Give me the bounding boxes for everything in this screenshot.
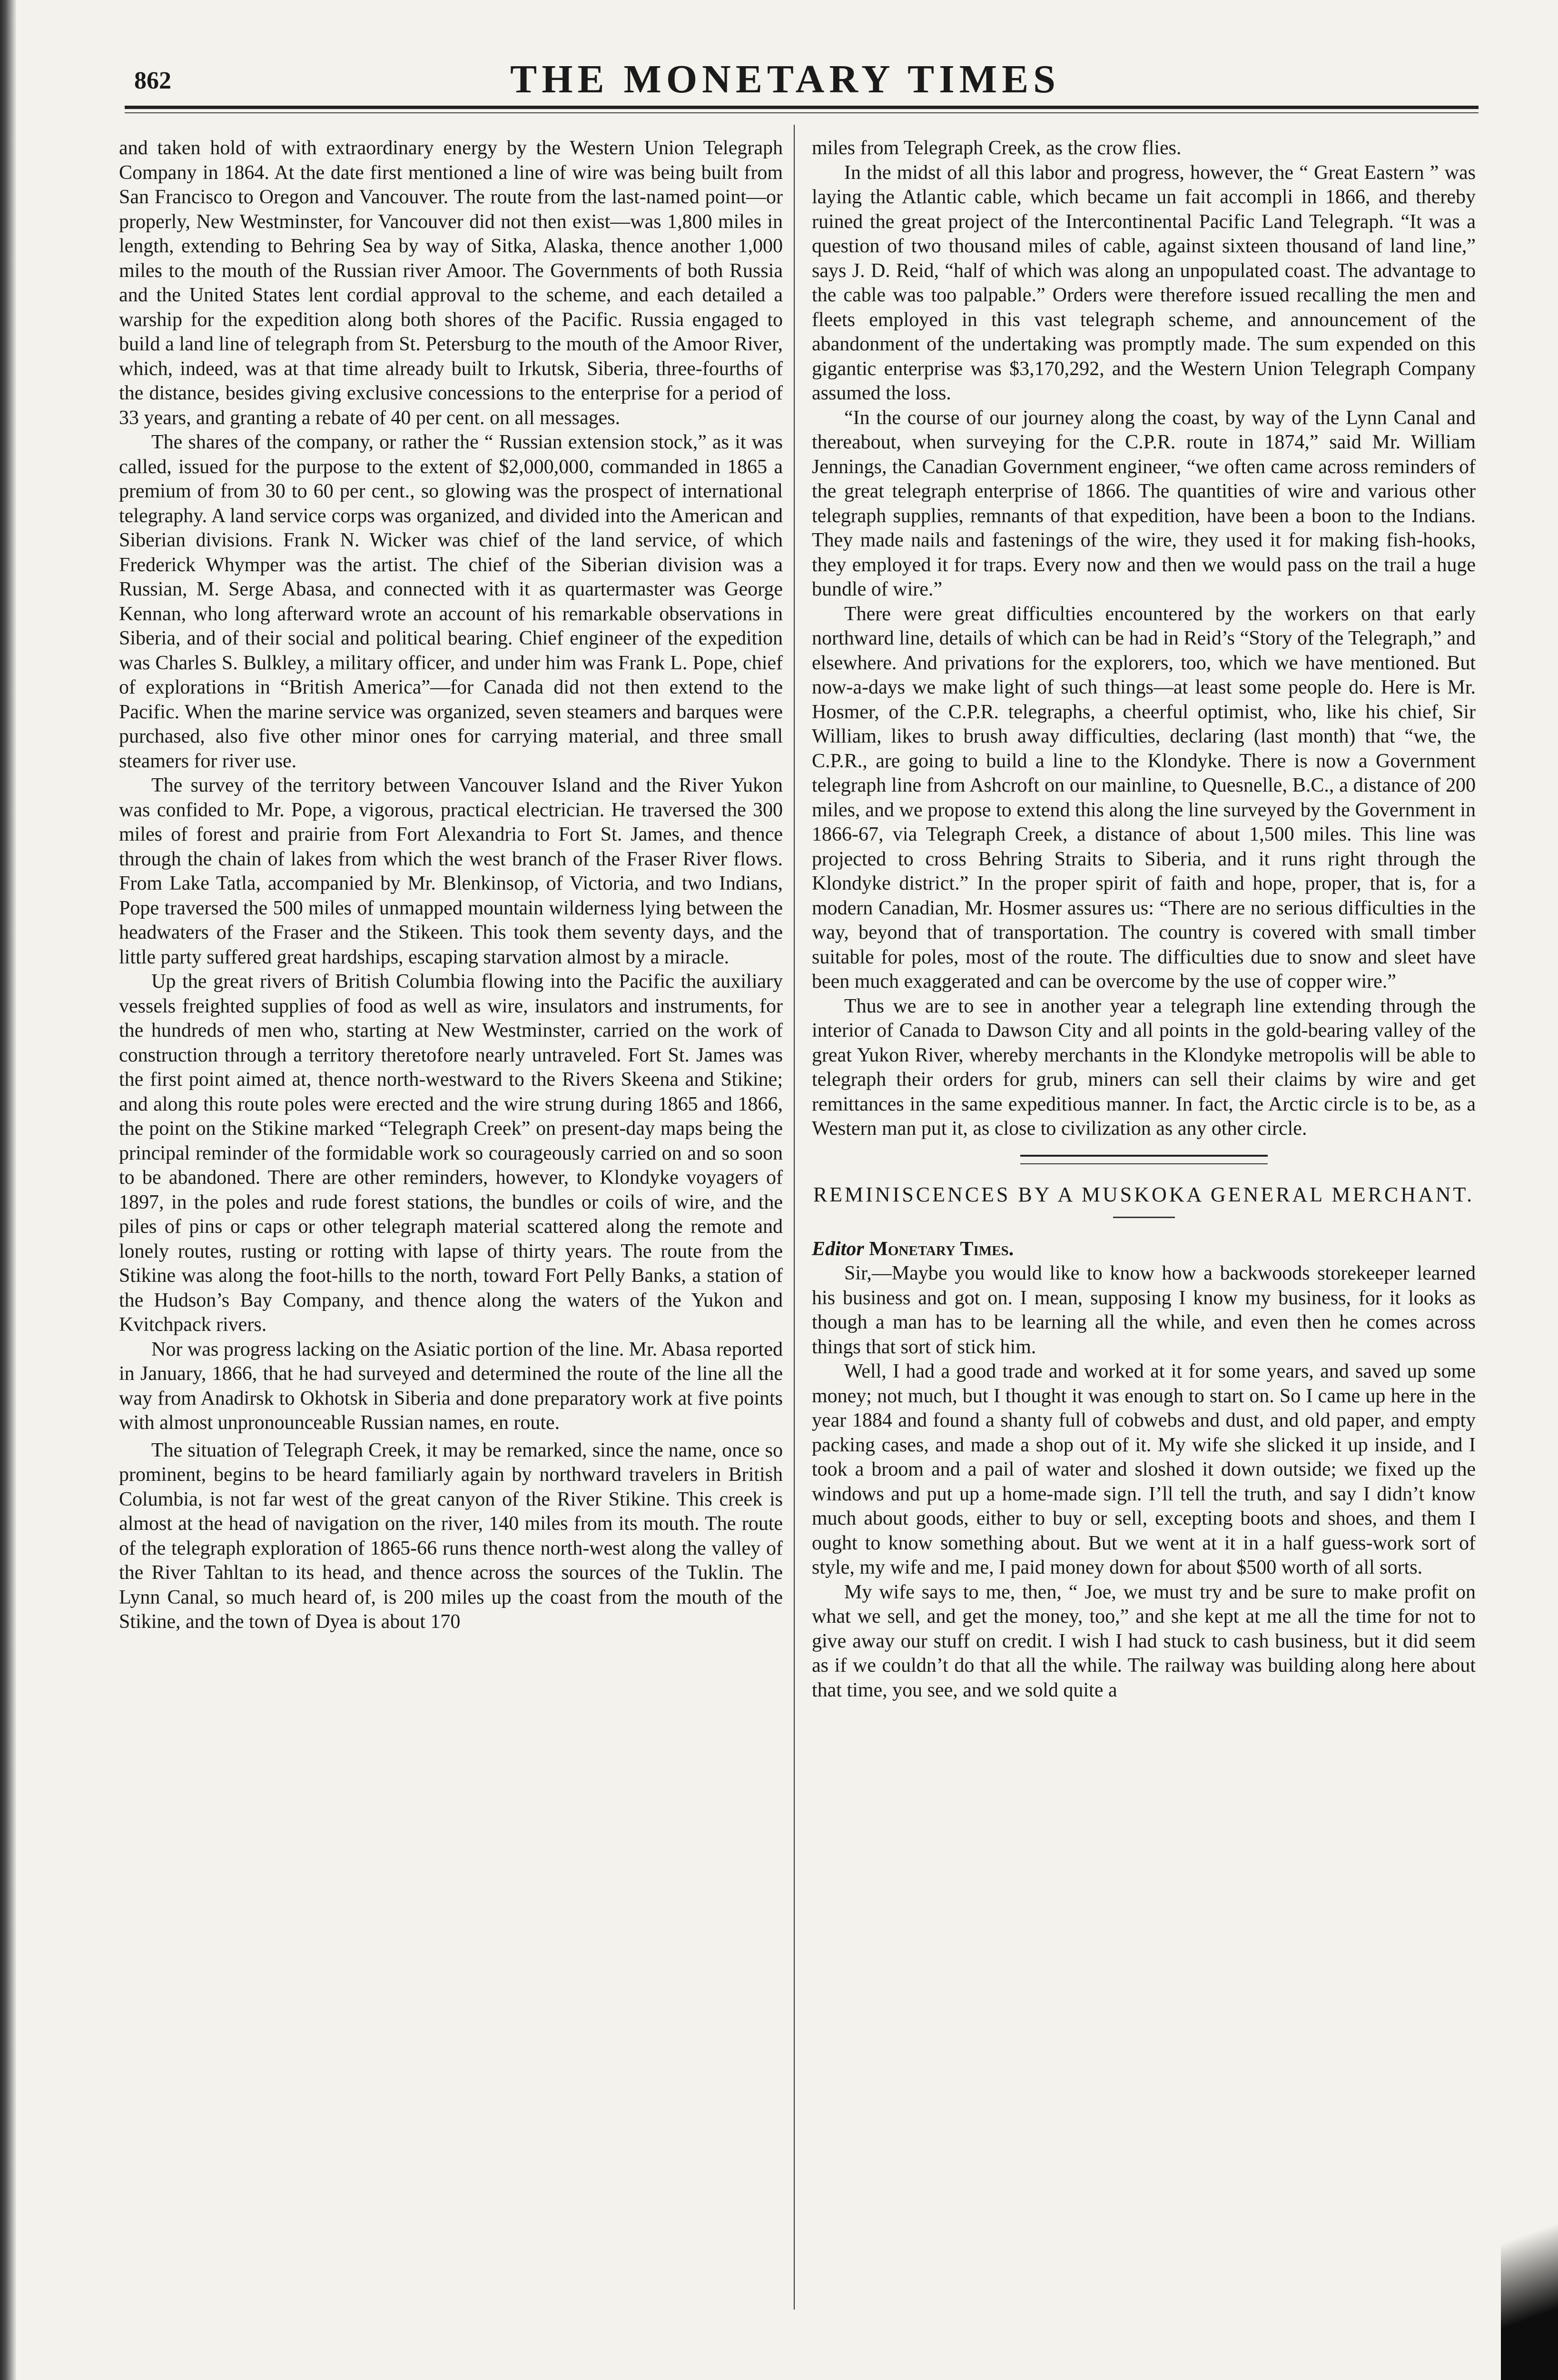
article-paragraph: Nor was progress lacking on the Asiatic portion of the line. Mr. Abasa reported in January, 1866, that he had surveyed and determined the route of the line all the way from Anadirsk to Okhotsk in Siberia and done preparatory work at five points with almost unpronounceable Russian names, en route. <box>119 1338 783 1434</box>
column-divider <box>794 125 795 2310</box>
header-rule <box>125 106 1479 109</box>
section-headline: REMINISCENCES BY A MUSKOKA GENERAL MERCHANT. <box>813 1182 1475 1206</box>
article-paragraph: The situation of Telegraph Creek, it may be remarked, since the name, once so prominent, begins to be heard familiarly again by northward travelers in British Columbia, is not far west of the great canyon of the River Stikine. This creek is almost at the head of navigation on the river, 140 miles from its mouth. The route of the telegraph exploration of 1865-66 runs thence north-west along the valley of the River Tahltan to its head, and thence across the sources of the Tuklin. The Lynn Canal, so much heard of, is 200 miles up the coast from the mouth of the Stikine, and the town of Dyea is about 170 <box>119 1439 783 1633</box>
page-number: 862 <box>134 67 171 94</box>
article-paragraph: The shares of the company, or rather the “ Russian extension stock,” as it was called, issued for the purpose to the extent of $2,000,000, commanded in 1865 a premium of from 30 to 60 per cent., so glowing was the prospect of international telegraphy. A land service corps was organized, and divided into the American and Siberian divisions. Frank N. Wicker was chief of the land service, of which Frederick Whymper was the artist. The chief of the Siberian division was a Russian, M. Serge Abasa, and connected with it as quartermaster was George Kennan, who long afterward wrote an account of his remarkable observations in Siberia, and of their social and political bearing. Chief engineer of the expedition was Charles S. Bulkley, a military officer, and under him was Frank L. Pope, chief of explorations in “British America”—for Canada did not then extend to the Pacific. When the marine service was organized, seven steamers and barques were purchased, also five other minor ones for carrying material, and three small steamers for river use. <box>119 431 783 772</box>
article-paragraph: Up the great rivers of British Columbia flowing into the Pacific the auxiliary vessels freighted supplies of food as well as wire, insulators and instruments, for the hundreds of men who, starting at New Westminster, carried on the work of construction through a territory theretofore nearly untraveled. Fort St. James was the first point aimed at, thence north-westward to the Rivers Skeena and Stikine; and along this route poles were erected and the wire strung during 1865 and 1866, the point on the Stikine marked “Telegraph Creek” on present-day maps being the principal reminder of the formidable work so courageously carried on and so soon to be abandoned. There are other reminders, however, to Klondyke voyagers of 1897, in the poles and rude forest stations, the bundles or coils of wire, and the piles of pins or caps or other telegraph material scattered along the remote and lonely routes, rusting or rotting with lapse of thirty years. The route from the Stikine was along the foot-hills to the north, toward Fort Pelly Banks, a station of the Hudson’s Bay Company, and thence along the waters of the Yukon and Kvitchpack rivers. <box>119 971 783 1336</box>
headline-rule <box>1113 1217 1175 1218</box>
letter-paragraph: Sir,—Maybe you would like to know how a backwoods storekeeper learned his business and got on. I mean, supposing I know my business, for it looks as though a man has to be learning all the while, and even then he comes across things that sort of stick him. <box>812 1262 1476 1358</box>
article-paragraph: In the midst of all this labor and progress, however, the “ Great Eastern ” was laying the Atlantic cable, which became un fait accompli in 1866, and thereby ruined the great project of the Intercontinental Pacific Land Telegraph. “It was a question of two thousand miles of cable, against sixteen thousand of land line,” says J. D. Reid, “half of which was along an unpopulated coast. The advantage to the cable was too palpable.” Orders were therefore issued recalling the men and fleets employed in this vast telegraph scheme, and announcement of the abandonment of the undertaking was promptly made. The sum expended on this gigantic enterprise was $3,170,292, and the Western Union Telegraph Company assumed the loss. <box>812 161 1476 404</box>
article-paragraph: and taken hold of with extraordinary energy by the Western Union Telegraph Company in 1864. At the date first mentioned a line of wire was being built from San Francisco to Oregon and Vancouver. The route from the last-named point—or properly, New Westminster, for Vancouver did not then exist—was 1,800 miles in length, extending to Behring Sea by way of Sitka, Alaska, thence another 1,000 miles to the mouth of the Russian river Amoor. The Governments of both Russia and the United States lent cordial approval to the scheme, and each detailed a warship for the expedition along both shores of the Pacific. Russia engaged to build a land line of telegraph from St. Petersburg to the mouth of the Amoor River, which, indeed, was at that time already built to Irkutsk, Siberia, three-fourths of the distance, besides giving exclusive concessions to the enterprise for a period of 33 years, and granting a rebate of 40 per cent. on all messages. <box>119 137 783 429</box>
masthead-title: THE MONETARY TIMES <box>510 57 1060 101</box>
page-corner-shadow <box>1501 2136 1558 2380</box>
letter-paragraph: Well, I had a good trade and worked at it for some years, and saved up some money; not much, but I thought it was enough to start on. So I came up here in the year 1884 and found a shanty full of cobwebs and dust, and old paper, and empty packing cases, and made a shop out of it. My wife she slicked it up inside, and I took a broom and a pail of water and sloshed it down outside; we fixed up the windows and put up a home-made sign. I’ll tell the truth, and say I didn’t know much about goods, either to buy or sell, excepting boots and shoes, and them I ought to know something about. But we went at it in a half guess-work sort of style, my wife and me, I paid money down for about $500 worth of all sorts. <box>812 1360 1476 1578</box>
letter-dateline <box>812 1237 1476 1262</box>
article-paragraph: There were great difficulties encountered by the workers on that early northward line, details of which can be had in Reid’s “Story of the Telegraph,” and elsewhere. And privations for the explorers, too, which we have mentioned. But now-a-days we make light of such things—at least some people do. Here is Mr. Hosmer, of the C.P.R. telegraphs, a cheerful optimist, who, like his chief, Sir William, likes to brush away difficulties, declaring (last month) that “we, the C.P.R., are going to build a line to the Klondyke. There is now a Government telegraph line from Ashcroft on our mainline, to Quesnelle, B.C., a distance of 200 miles, and we propose to extend this along the line surveyed by the Government in 1866-67, via Telegraph Creek, a distance of about 1,500 miles. This line was projected to cross Behring Straits to Siberia, and it runs right through the Klondyke district.” In the proper spirit of faith and hope, proper, that is, for a modern Canadian, Mr. Hosmer assures us: “There are no serious difficulties in the way, beyond that of transportation. The country is covered with small timber suitable for poles, most of the route. The difficulties due to snow and sleet have been much exaggerated and can be overcome by the use of copper wire.” <box>812 603 1476 992</box>
header-rule-thin <box>125 112 1479 113</box>
left-column <box>119 136 783 1635</box>
letter-paragraph: My wife says to me, then, “ Joe, we must try and be sure to make profit on what we sell, and get the money, too,” and she kept at me all the time for not to give away our stuff on credit. I wish I had stuck to cash business, but it did seem as if we couldn’t do that all the while. The railway was building along here about that time, you see, and we sold quite a <box>812 1581 1476 1701</box>
dateline-paper: Monetary Times. <box>869 1238 1014 1260</box>
article-paragraph: The survey of the territory between Vancouver Island and the River Yukon was confided to Mr. Pope, a vigorous, practical electrician. He traversed the 300 miles of forest and prairie from Fort Alexandria to Fort St. James, and thence through the chain of lakes from which the west branch of the Fraser River flows. From Lake Tatla, accompanied by Mr. Blenkinsop, of Victoria, and two Indians, Pope traversed the 500 miles of unmapped mountain wilderness lying between the headwaters of the Fraser and the Stikeen. This took them seventy days, and the little party suffered great hardships, escaping starvation almost by a miracle. <box>119 774 783 968</box>
section-separator <box>1020 1155 1268 1164</box>
article-paragraph: “In the course of our journey along the coast, by way of the Lynn Canal and thereabout, when surveying for the C.P.R. route in 1874,” said Mr. William Jennings, the Canadian Government engineer, “we often came across reminders of the great telegraph enterprise of 1866. The quantities of wire and various other telegraph supplies, remnants of that expedition, have been a boon to the Indians. They made nails and fastenings of the wire, they used it for making fish-hooks, they employed it for traps. Every now and then we would pass on the trail a huge bundle of wire.” <box>812 407 1476 600</box>
right-column <box>812 136 1476 1703</box>
dateline-prefix: Editor <box>812 1238 864 1260</box>
article-paragraph: miles from Telegraph Creek, as the crow flies. <box>812 137 1182 159</box>
article-paragraph: Thus we are to see in another year a telegraph line extending through the interior of Canada to Dawson City and all points in the gold-bearing valley of the great Yukon River, whereby merchants in the Klondyke metropolis will be able to telegraph their orders for grub, miners can sell their claims by wire and get remittances in the same expeditious manner. In fact, the Arctic circle is to be, as a Western man put it, as close to civilization as any other circle. <box>812 995 1476 1140</box>
page-binding-edge <box>0 0 16 2380</box>
